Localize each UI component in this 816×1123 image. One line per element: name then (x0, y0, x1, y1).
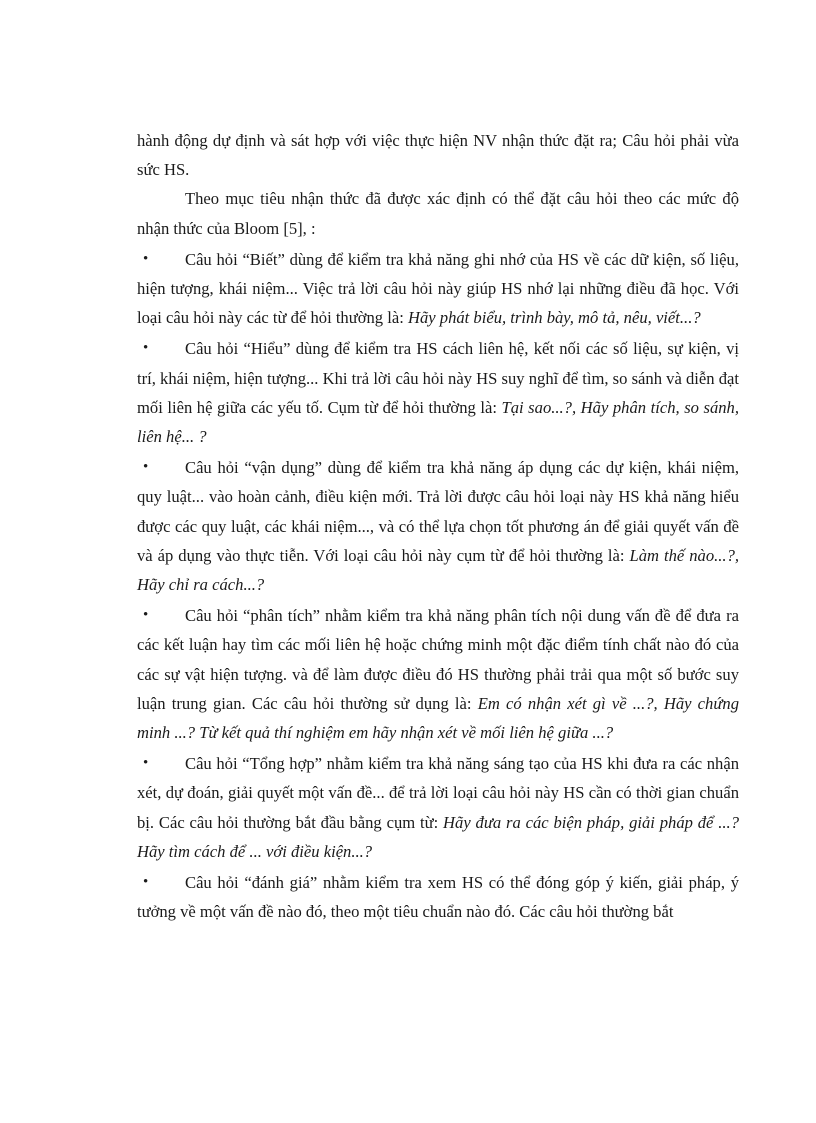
list-item-tong-hop (137, 749, 739, 866)
list-item-van-dung (137, 453, 739, 599)
bullet-icon: • (143, 250, 149, 267)
list-item-italic: Em có nhận xét gì về ...?, Hãy chứng minh ...? Từ kết quả thí nghiệm em hãy nhận xét về mối liên hệ giữa ...? (137, 693, 739, 743)
list-item-text: Câu hỏi “vận dụng” dùng để kiểm tra khả năng áp dụng các dự kiện, khái niệm, quy luật... vào hoàn cảnh, điều kiện mới. Trả lời được câu hỏi loại này HS khả năng hiểu được các quy luật, các khái niệm..., và có thể lựa chọn tốt phương án để giải quyết vấn đề và áp dụng vào thực tiễn. Với loại câu hỏi này cụm từ để hỏi thường là: (137, 458, 739, 565)
list-item-biet (137, 245, 739, 333)
intro-paragraph-1: hành động dự định và sát hợp với việc thực hiện NV nhận thức đặt ra; Câu hỏi phải vừa sức HS. (137, 131, 739, 180)
list-item-italic: Làm thế nào...?, Hãy chỉ ra cách...? (137, 545, 740, 595)
list-item-text: Câu hỏi “Biết” dùng để kiểm tra khả năng ghi nhớ của HS về các dữ kiện, số liệu, hiện tượng, khái niệm... Việc trả lời câu hỏi này giúp HS nhớ lại những điều đã học. Với loại câu hỏi này các từ để hỏi thường là: (137, 249, 739, 328)
bullet-icon: • (143, 607, 149, 624)
list-item-phan-tich (137, 601, 739, 747)
intro-paragraph-2: Theo mục tiêu nhận thức đã được xác định có thể đặt câu hỏi theo các mức độ nhận thức của Bloom [5], : (137, 189, 739, 238)
list-item-italic: Hãy phát biểu, trình bày, mô tả, nêu, viết...? (407, 308, 701, 328)
list-item-italic: Hãy đưa ra các biện pháp, giải pháp để ...? Hãy tìm cách để ... với điều kiện...? (137, 812, 740, 861)
list-item-italic: Tại sao...?, Hãy phân tích, so sánh, liên hệ... ? (137, 397, 739, 447)
list-item-danh-gia (137, 868, 739, 926)
list-item-text: Câu hỏi “Hiểu” dùng để kiểm tra HS cách liên hệ, kết nối các số liệu, sự kiện, vị trí, khái niệm, hiện tượng... Khi trả lời câu hỏi này HS suy nghĩ để tìm, so sánh và diễn đạt mối liên hệ giữa các yếu tố. Cụm từ để hỏi thường là: (137, 339, 739, 417)
bullet-icon: • (143, 459, 149, 476)
bullet-icon: • (143, 340, 149, 357)
list-item-hieu (137, 334, 739, 451)
bullet-icon: • (143, 755, 149, 772)
list-item-text: Câu hỏi “phân tích” nhằm kiểm tra khả năng phân tích nội dung vấn đề để đưa ra các kết luận hay tìm các mối liên hệ hoặc chứng minh một đặc điểm tính chất nào đó của các sự vật hiện tượng. và để làm được điều đó HS thường phải trải qua một số bước suy luận trung gian. Các câu hỏi thường sử dụng là: (137, 606, 739, 713)
list-item-text: Câu hỏi “đánh giá” nhằm kiểm tra xem HS có thể đóng góp ý kiến, giải pháp, ý tưởng về một vấn đề nào đó, theo một tiêu chuẩn nào đó. Các câu hỏi thường bắt (137, 873, 739, 922)
document-page (137, 126, 739, 926)
list-item-text: Câu hỏi “Tổng hợp” nhằm kiểm tra khả năng sáng tạo của HS khi đưa ra các nhận xét, dự đoán, giải quyết một vấn đề... để trả lời loại câu hỏi này HS cần có thời gian chuẩn bị. Các câu hỏi thường bắt đầu bằng cụm từ: (137, 754, 739, 832)
bullet-icon: • (143, 874, 149, 891)
